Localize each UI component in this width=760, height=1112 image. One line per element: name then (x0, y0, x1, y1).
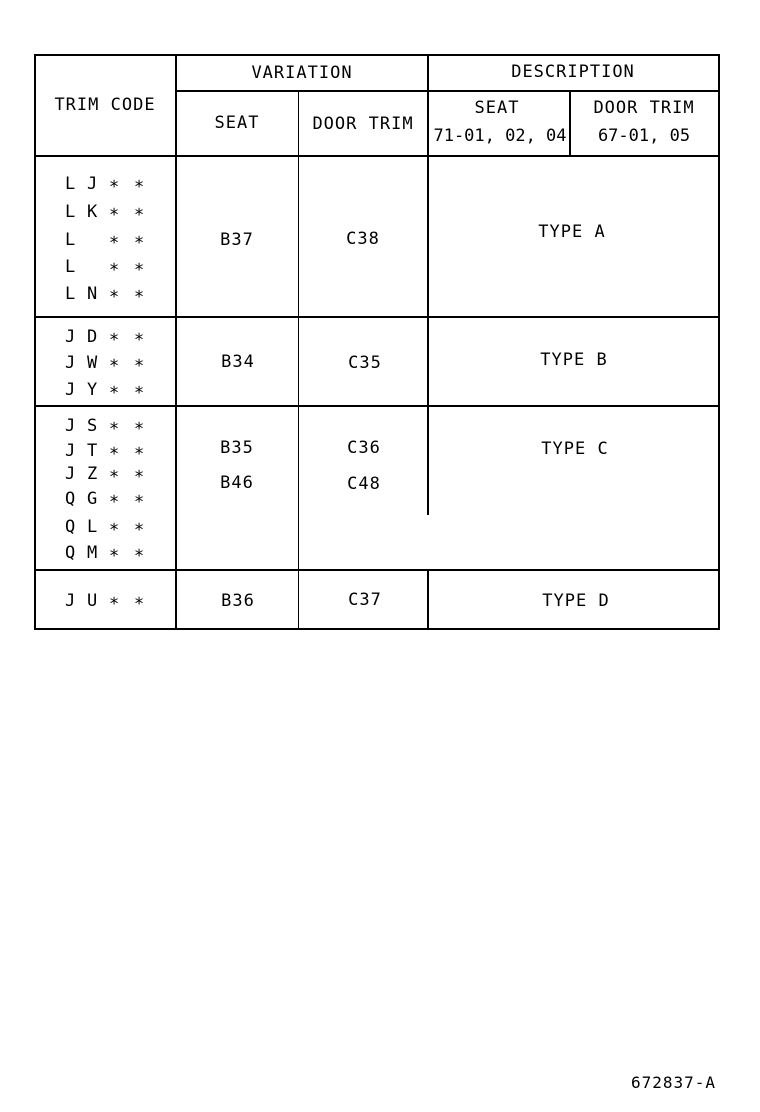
door-trim-code: C36 (347, 438, 381, 458)
header-desc-seat: SEAT (474, 98, 520, 118)
trim-code-row: L ∗ ∗ (65, 257, 145, 277)
trim-code-row: L N ∗ ∗ (65, 284, 145, 304)
header-seat: SEAT (214, 113, 260, 133)
door-trim-code: C48 (347, 474, 381, 494)
trim-code-row: J Z ∗ ∗ (65, 464, 145, 484)
seat-code: B37 (220, 230, 254, 250)
trim-code-row: L K ∗ ∗ (65, 202, 145, 222)
header-door-trim: DOOR TRIM (312, 114, 414, 134)
line-col-seat (298, 91, 299, 630)
seat-code: B34 (221, 352, 255, 372)
header-desc-seat-ref: 71-01, 02, 04 (433, 126, 567, 146)
type-label: TYPE A (538, 222, 606, 242)
trim-code-row: J S ∗ ∗ (65, 416, 145, 436)
header-desc-door-trim-ref: 67-01, 05 (597, 126, 691, 146)
door-trim-code: C38 (346, 229, 380, 249)
line-col-variation (427, 54, 429, 515)
trim-code-row: J T ∗ ∗ (65, 441, 145, 461)
seat-code: B35 (220, 438, 254, 458)
door-trim-code: C35 (348, 353, 382, 373)
header-desc-door-trim: DOOR TRIM (593, 98, 695, 118)
line-row-a-bottom (34, 316, 720, 318)
header-variation: VARIATION (251, 63, 353, 83)
trim-code-row: L ∗ ∗ (65, 230, 145, 250)
trim-code-row: Q G ∗ ∗ (65, 489, 145, 509)
trim-code-row: J U ∗ ∗ (65, 591, 145, 611)
header-description: DESCRIPTION (511, 62, 635, 82)
line-header-bottom (34, 155, 720, 157)
trim-code-row: J D ∗ ∗ (65, 327, 145, 347)
trim-code-row: L J ∗ ∗ (65, 174, 145, 194)
type-label: TYPE D (542, 591, 610, 611)
type-label: TYPE B (540, 350, 608, 370)
trim-code-row: J W ∗ ∗ (65, 353, 145, 373)
line-col-trim (175, 54, 177, 630)
line-row-c-bottom (34, 569, 720, 571)
line-col-desc-split (569, 91, 571, 156)
trim-code-row: Q M ∗ ∗ (65, 543, 145, 563)
seat-code: B36 (221, 591, 255, 611)
seat-code: B46 (220, 473, 254, 493)
line-header-top-split (176, 90, 720, 92)
trim-code-row: Q L ∗ ∗ (65, 517, 145, 537)
line-row-b-bottom (34, 405, 720, 407)
door-trim-code: C37 (348, 590, 382, 610)
trim-code-row: J Y ∗ ∗ (65, 380, 145, 400)
reference-number: 672837-A (630, 1073, 716, 1092)
line-col-variation-lower (427, 569, 429, 630)
type-label: TYPE C (541, 439, 609, 459)
header-trim-code: TRIM CODE (54, 95, 156, 115)
